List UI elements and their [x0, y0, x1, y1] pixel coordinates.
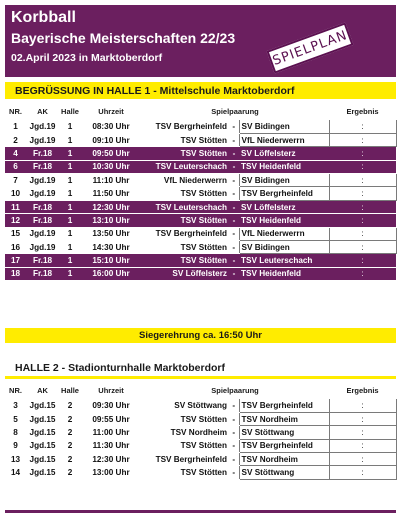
away-team: SV Stöttwang — [239, 466, 329, 479]
home-team: TSV Stötten — [141, 241, 229, 254]
home-team: TSV Stötten — [141, 133, 229, 146]
age-class: Fr.18 — [26, 200, 59, 213]
match-number: 6 — [5, 160, 26, 173]
away-team: TSV Bergrheinfeld — [239, 399, 329, 412]
vs-separator: - — [229, 120, 239, 133]
home-team: TSV Stötten — [141, 214, 229, 227]
home-team: TSV Nordheim — [141, 426, 229, 439]
match-time: 11:50 Uhr — [81, 187, 141, 200]
vs-separator: - — [229, 254, 239, 267]
match-number: 17 — [5, 254, 26, 267]
col-halle: Halle — [59, 381, 81, 399]
age-class: Fr.18 — [26, 147, 59, 160]
home-team: TSV Stötten — [141, 466, 229, 479]
match-number: 5 — [5, 412, 26, 425]
hall-number: 2 — [59, 412, 81, 425]
col-uhrzeit: Uhrzeit — [81, 102, 141, 120]
hall2-schedule-table — [5, 381, 397, 480]
hall-number: 1 — [59, 160, 81, 173]
hall-number: 1 — [59, 200, 81, 213]
hall2-title: HALLE 2 - Stadionturnhalle Marktoberdorf — [5, 360, 396, 379]
match-time: 11:00 Uhr — [81, 426, 141, 439]
table-row — [5, 174, 396, 187]
hall-number: 1 — [59, 187, 81, 200]
event-date: 02.April 2023 in Marktoberdorf — [11, 52, 163, 64]
hall-number: 2 — [59, 439, 81, 452]
hall-number: 1 — [59, 147, 81, 160]
age-class: Jgd.19 — [26, 120, 59, 133]
match-time: 09:50 Uhr — [81, 147, 141, 160]
result-field[interactable]: : — [329, 174, 396, 187]
result-field[interactable]: : — [329, 426, 396, 439]
vs-separator: - — [229, 466, 239, 479]
home-team: TSV Bergrheinfeld — [141, 453, 229, 466]
match-number: 7 — [5, 174, 26, 187]
hall-number: 1 — [59, 227, 81, 240]
away-team: TSV Nordheim — [239, 453, 329, 466]
match-number: 11 — [5, 200, 26, 213]
home-team: VfL Niederwerrn — [141, 174, 229, 187]
vs-separator: - — [229, 426, 239, 439]
vs-separator: - — [229, 200, 239, 213]
table-row — [5, 160, 396, 173]
away-team: TSV Bergrheinfeld — [239, 439, 329, 452]
match-number: 16 — [5, 241, 26, 254]
age-class: Jgd.19 — [26, 227, 59, 240]
vs-separator: - — [229, 241, 239, 254]
away-team: TSV Heidenfeld — [239, 267, 329, 280]
table-row — [5, 426, 396, 439]
age-class: Fr.18 — [26, 254, 59, 267]
vs-separator: - — [229, 160, 239, 173]
away-team: VfL Niederwerrn — [239, 133, 329, 146]
match-time: 14:30 Uhr — [81, 241, 141, 254]
result-field[interactable]: : — [329, 267, 396, 280]
age-class: Jgd.15 — [26, 453, 59, 466]
col-ak: AK — [26, 102, 59, 120]
result-field[interactable]: : — [329, 133, 396, 146]
hall-number: 2 — [59, 466, 81, 479]
away-team: SV Stöttwang — [239, 426, 329, 439]
match-number: 15 — [5, 227, 26, 240]
result-field[interactable]: : — [329, 120, 396, 133]
away-team: TSV Bergrheinfeld — [239, 187, 329, 200]
hall-number: 1 — [59, 267, 81, 280]
vs-separator: - — [229, 267, 239, 280]
col-uhrzeit: Uhrzeit — [81, 381, 141, 399]
result-field[interactable]: : — [329, 241, 396, 254]
match-number: 8 — [5, 426, 26, 439]
home-team: TSV Stötten — [141, 187, 229, 200]
result-field[interactable]: : — [329, 466, 396, 479]
table-row — [5, 453, 396, 466]
result-field[interactable]: : — [329, 187, 396, 200]
match-time: 11:30 Uhr — [81, 439, 141, 452]
home-team: SV Stöttwang — [141, 399, 229, 412]
page-title: Korbball — [11, 9, 76, 26]
table-row — [5, 200, 396, 213]
spielplan-stamp: SPIELPLAN — [266, 22, 353, 73]
result-field[interactable]: : — [329, 214, 396, 227]
match-number: 3 — [5, 399, 26, 412]
table-row — [5, 187, 396, 200]
home-team: TSV Bergrheinfeld — [141, 120, 229, 133]
age-class: Jgd.19 — [26, 174, 59, 187]
match-number: 14 — [5, 466, 26, 479]
col-nr: NR. — [5, 102, 26, 120]
table-row — [5, 120, 396, 133]
match-time: 09:55 Uhr — [81, 412, 141, 425]
match-time: 13:00 Uhr — [81, 466, 141, 479]
result-field[interactable]: : — [329, 147, 396, 160]
match-number: 18 — [5, 267, 26, 280]
vs-separator: - — [229, 214, 239, 227]
age-class: Jgd.19 — [26, 133, 59, 146]
table-row — [5, 412, 396, 425]
home-team: TSV Leuterschach — [141, 200, 229, 213]
away-team: TSV Heidenfeld — [239, 160, 329, 173]
hall-number: 1 — [59, 241, 81, 254]
away-team: VfL Niederwerrn — [239, 227, 329, 240]
home-team: TSV Bergrheinfeld — [141, 227, 229, 240]
age-class: Jgd.15 — [26, 439, 59, 452]
match-number: 2 — [5, 133, 26, 146]
table-row — [5, 147, 396, 160]
home-team: TSV Stötten — [141, 254, 229, 267]
home-team: TSV Stötten — [141, 147, 229, 160]
vs-separator: - — [229, 174, 239, 187]
col-ak: AK — [26, 381, 59, 399]
result-field[interactable]: : — [329, 254, 396, 267]
col-spielpaarung: Spielpaarung — [141, 381, 329, 399]
home-team: TSV Stötten — [141, 412, 229, 425]
match-time: 09:10 Uhr — [81, 133, 141, 146]
vs-separator: - — [229, 412, 239, 425]
hall1-title: BEGRÜSSUNG IN HALLE 1 - Mittelschule Marktoberdorf — [5, 82, 396, 99]
age-class: Jgd.19 — [26, 187, 59, 200]
age-class: Fr.18 — [26, 214, 59, 227]
table-row — [5, 399, 396, 412]
hall-number: 1 — [59, 214, 81, 227]
hall-number: 1 — [59, 120, 81, 133]
match-time: 13:10 Uhr — [81, 214, 141, 227]
match-time: 12:30 Uhr — [81, 453, 141, 466]
age-class: Jgd.15 — [26, 466, 59, 479]
hall-number: 1 — [59, 174, 81, 187]
away-team: SV Bidingen — [239, 120, 329, 133]
table-row — [5, 267, 396, 280]
match-time: 09:30 Uhr — [81, 399, 141, 412]
table-row — [5, 133, 396, 146]
vs-separator: - — [229, 147, 239, 160]
away-team: SV Löffelsterz — [239, 147, 329, 160]
vs-separator: - — [229, 399, 239, 412]
match-number: 9 — [5, 439, 26, 452]
vs-separator: - — [229, 227, 239, 240]
result-field[interactable]: : — [329, 439, 396, 452]
home-team: SV Löffelsterz — [141, 267, 229, 280]
result-field[interactable]: : — [329, 200, 396, 213]
away-team: TSV Nordheim — [239, 412, 329, 425]
col-halle: Halle — [59, 102, 81, 120]
col-spielpaarung: Spielpaarung — [141, 102, 329, 120]
match-number: 10 — [5, 187, 26, 200]
hall-number: 2 — [59, 453, 81, 466]
match-number: 13 — [5, 453, 26, 466]
away-team: SV Bidingen — [239, 241, 329, 254]
vs-separator: - — [229, 133, 239, 146]
home-team: TSV Leuterschach — [141, 160, 229, 173]
away-team: SV Löffelsterz — [239, 200, 329, 213]
table-row — [5, 466, 396, 479]
age-class: Jgd.15 — [26, 426, 59, 439]
age-class: Fr.18 — [26, 160, 59, 173]
col-nr: NR. — [5, 381, 26, 399]
age-class: Jgd.15 — [26, 412, 59, 425]
match-number: 4 — [5, 147, 26, 160]
vs-separator: - — [229, 439, 239, 452]
result-field[interactable]: : — [329, 412, 396, 425]
age-class: Jgd.19 — [26, 241, 59, 254]
result-field[interactable]: : — [329, 160, 396, 173]
col-ergebnis: Ergebnis — [329, 381, 396, 399]
table-row — [5, 439, 396, 452]
result-field[interactable]: : — [329, 453, 396, 466]
match-time: 10:30 Uhr — [81, 160, 141, 173]
col-ergebnis: Ergebnis — [329, 102, 396, 120]
ceremony-banner: Siegerehrung ca. 16:50 Uhr — [5, 328, 396, 343]
match-time: 13:50 Uhr — [81, 227, 141, 240]
result-field[interactable]: : — [329, 399, 396, 412]
table-header-row — [5, 381, 396, 399]
hall-number: 2 — [59, 399, 81, 412]
hall-number: 1 — [59, 133, 81, 146]
bottom-rule — [5, 510, 396, 513]
away-team: SV Bidingen — [239, 174, 329, 187]
away-team: TSV Leuterschach — [239, 254, 329, 267]
match-number: 12 — [5, 214, 26, 227]
match-number: 1 — [5, 120, 26, 133]
hall1-schedule-table — [5, 102, 397, 281]
table-row — [5, 227, 396, 240]
table-row — [5, 241, 396, 254]
match-time: 11:10 Uhr — [81, 174, 141, 187]
match-time: 16:00 Uhr — [81, 267, 141, 280]
hall-number: 2 — [59, 426, 81, 439]
home-team: TSV Stötten — [141, 439, 229, 452]
hall-number: 1 — [59, 254, 81, 267]
away-team: TSV Heidenfeld — [239, 214, 329, 227]
match-time: 15:10 Uhr — [81, 254, 141, 267]
table-row — [5, 254, 396, 267]
table-row — [5, 214, 396, 227]
page-subtitle: Bayerische Meisterschaften 22/23 — [11, 30, 236, 46]
result-field[interactable]: : — [329, 227, 396, 240]
table-header-row — [5, 102, 396, 120]
match-time: 08:30 Uhr — [81, 120, 141, 133]
match-time: 12:30 Uhr — [81, 200, 141, 213]
vs-separator: - — [229, 453, 239, 466]
age-class: Jgd.15 — [26, 399, 59, 412]
age-class: Fr.18 — [26, 267, 59, 280]
vs-separator: - — [229, 187, 239, 200]
